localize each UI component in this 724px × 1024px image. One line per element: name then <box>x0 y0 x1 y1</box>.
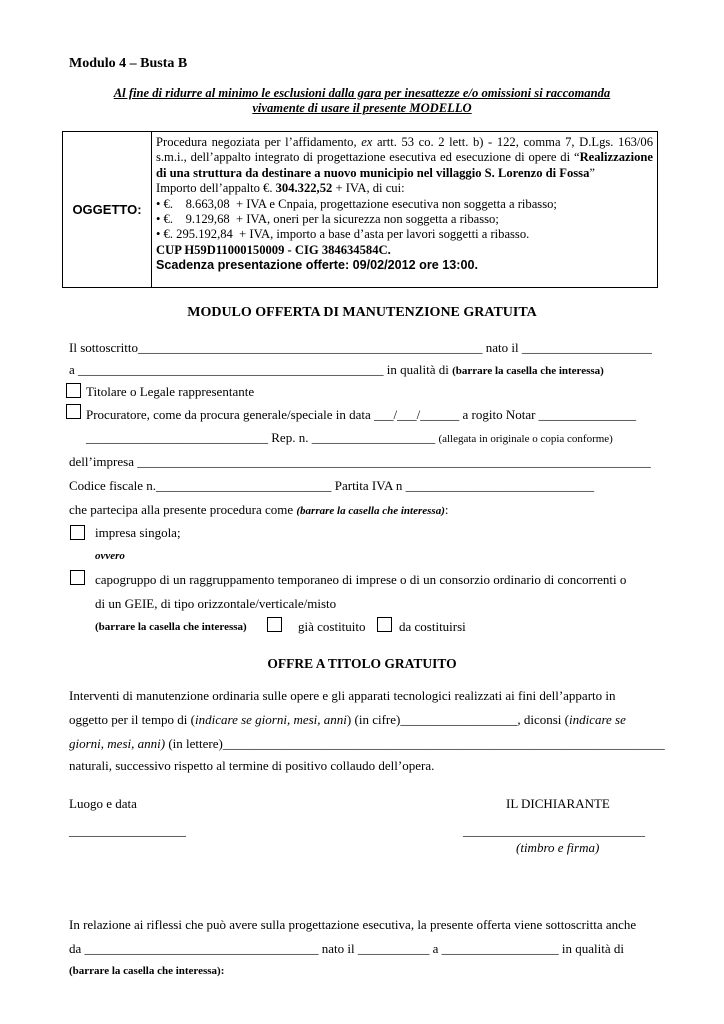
oggetto-item: • €. 9.129,68 + IVA, oneri per la sicurezza non soggetta a ribasso; <box>156 212 499 227</box>
qualita-line[interactable] <box>69 362 604 378</box>
impresa-line[interactable]: dell’impresa _______________________________________________________________________________ <box>69 454 651 469</box>
rep-line-text: ____________________________ Rep. n. ___________________ <box>86 430 439 445</box>
offre-line-3-b: (in lettere)____________________________________________________________________ <box>165 736 665 751</box>
capogruppo-checkbox[interactable] <box>70 570 85 585</box>
titolare-label: Titolare o Legale rappresentante <box>86 384 255 399</box>
importo-value: 304.322,52 <box>275 181 333 196</box>
oggetto-content <box>152 132 658 288</box>
firma-field[interactable]: ____________________________ <box>463 823 645 838</box>
offre-line-2-i1: indicare se giorni, mesi, anni <box>195 712 347 727</box>
rep-line[interactable] <box>86 430 613 446</box>
footer-line-2[interactable]: da ____________________________________ nato il ___________ a __________________ in qualità di <box>69 941 624 956</box>
procuratore-line[interactable]: Procuratore, come da procura generale/speciale in data ___/___/______ a rogito Notar _______________ <box>86 407 637 422</box>
oggetto-importo <box>156 181 653 196</box>
barrare-note: (barrare la casella che interessa) <box>95 621 247 633</box>
oggetto-subject: Realizzazione di una struttura da destinare a nuovo municipio nel villaggio S. Lorenzo di Fossa <box>156 150 653 180</box>
offre-line-1: Interventi di manutenzione ordinaria sulle opere e gli apparati tecnologici realizzati ai fini dell’apparto in <box>69 688 616 703</box>
dichiarante-label: IL DICHIARANTE <box>506 796 610 811</box>
oggetto-cup: CUP H59D11000150009 - CIG 384634584C. <box>156 242 391 257</box>
titolare-checkbox[interactable] <box>66 383 81 398</box>
notice-line-1: Al fine di ridurre al minimo le esclusioni dalla gara per inesattezze e/o omissioni si raccomanda <box>113 86 611 100</box>
da-costituirsi-checkbox[interactable] <box>377 617 392 632</box>
gia-costituito-checkbox[interactable] <box>267 617 282 632</box>
luogo-data-field[interactable]: __________________ <box>69 823 186 838</box>
ovvero-label: ovvero <box>95 550 125 562</box>
impresa-singola-checkbox[interactable] <box>70 525 85 540</box>
capogruppo-label-2: di un GEIE, di tipo orizzontale/verticale/misto <box>95 596 337 611</box>
ex-italic: ex <box>361 135 373 149</box>
qualita-prefix: a _______________________________________________ in qualità di <box>69 362 453 377</box>
oggetto-description-text: Procedura negoziata per l’affidamento, ex artt. 53 co. 2 lett. b) - 122, comma 7, D.Lgs. 163/06 s.m.i., dell’appalto integrato di progettazione esecutiva ed esecuzione di opere di “Realizzazione di una struttura da destinare a nuovo municipio nel villaggio S. Lorenzo di Fossa” <box>156 135 653 180</box>
footer-line-1: In relazione ai riflessi che può avere sulla progettazione esecutiva, la presente offerta viene sottoscritta anche <box>69 917 637 932</box>
offre-line-3-i: giorni, mesi, anni) <box>69 736 166 751</box>
rep-note: (allegata in originale o copia conforme) <box>438 433 613 445</box>
oggetto-scadenza: Scadenza presentazione offerte: 09/02/2012 ore 13:00. <box>156 258 478 273</box>
offre-line-2-i2: indicare se <box>568 712 626 727</box>
form-heading: MODULO OFFERTA DI MANUTENZIONE GRATUITA <box>187 305 537 320</box>
offre-heading: OFFRE A TITOLO GRATUITO <box>267 656 457 671</box>
impresa-singola-label: impresa singola; <box>95 525 181 540</box>
partecipa-suffix: : <box>444 502 449 517</box>
oggetto-table <box>62 131 658 288</box>
oggetto-label: OGGETTO: <box>63 132 152 288</box>
offre-line-2[interactable] <box>69 712 626 728</box>
oggetto-description <box>156 135 653 181</box>
qualita-note: (barrare la casella che interessa) <box>452 365 604 377</box>
partecipa-prefix: che partecipa alla presente procedura come <box>69 502 297 517</box>
footer-line-3: (barrare la casella che interessa): <box>69 965 225 977</box>
sottoscritto-line[interactable]: Il sottoscritto_____________________________________________________ nato il ____________________ <box>69 340 652 355</box>
notice-line-2: vivamente di usare il presente MODELLO <box>252 101 472 115</box>
offre-line-2-b: ) (in cifre)__________________, diconsi ( <box>346 712 569 727</box>
timbro-firma-label: (timbro e firma) <box>516 840 600 855</box>
luogo-data-label: Luogo e data <box>69 796 137 811</box>
partecipa-line <box>69 502 448 518</box>
oggetto-item: • €. 8.663,08 + IVA e Cnpaia, progettazione esecutiva non soggetta a ribasso; <box>156 196 557 211</box>
importo-prefix: Importo dell’appalto €. <box>156 181 276 196</box>
codice-fiscale-line[interactable]: Codice fiscale n.___________________________ Partita IVA n _____________________________ <box>69 478 595 493</box>
da-costituirsi-label: da costituirsi <box>399 619 466 634</box>
procuratore-checkbox[interactable] <box>66 404 81 419</box>
page-title: Modulo 4 – Busta B <box>69 56 188 71</box>
importo-suffix: + IVA, di cui: <box>332 181 405 196</box>
gia-costituito-label: già costituito <box>298 619 366 634</box>
offre-line-3[interactable] <box>69 736 665 752</box>
offre-line-4: naturali, successivo rispetto al termine di positivo collaudo dell’opera. <box>69 758 435 773</box>
offre-line-2-a: oggetto per il tempo di ( <box>69 712 196 727</box>
oggetto-item: • €. 295.192,84 + IVA, importo a base d’asta per lavori soggetti a ribasso. <box>156 227 530 242</box>
capogruppo-label-1: capogruppo di un raggruppamento temporaneo di imprese o di un consorzio ordinario di concorrenti o <box>95 572 627 587</box>
partecipa-note: (barrare la casella che interessa) <box>296 505 445 517</box>
